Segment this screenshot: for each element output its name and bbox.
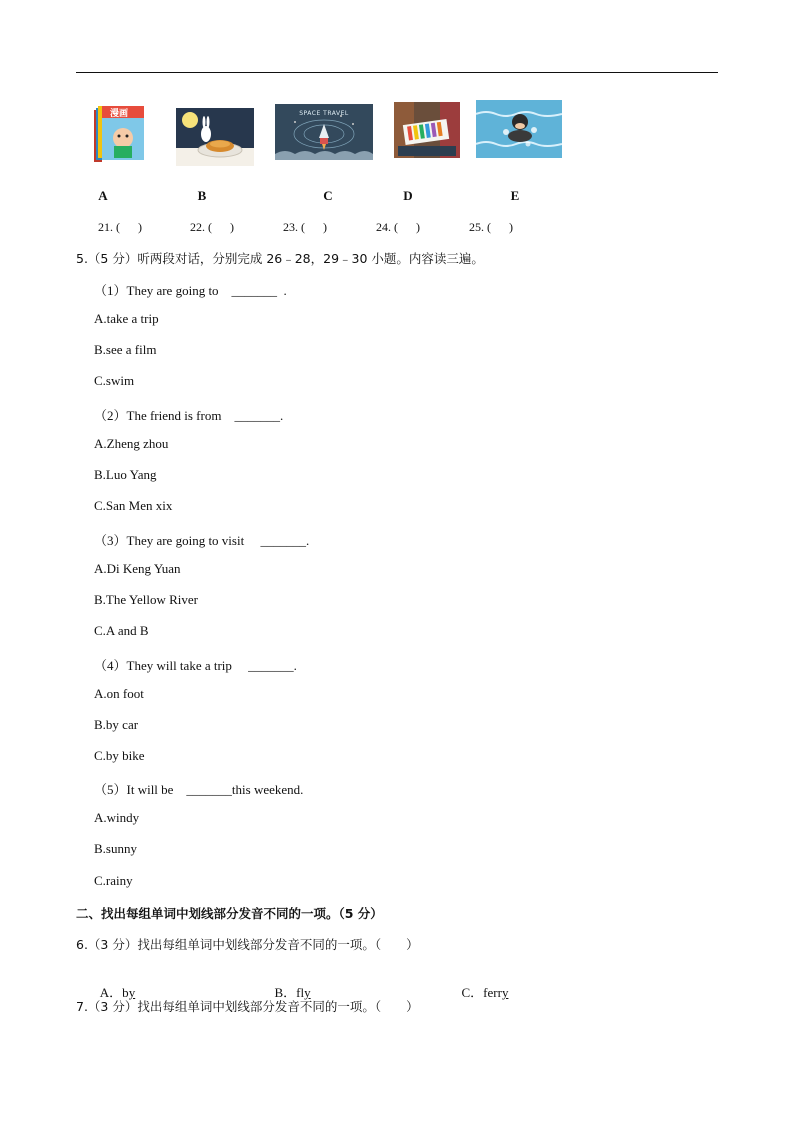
q5-item-4-stem: （4）They will take a trip _______. xyxy=(94,658,297,673)
q6-option-a-prefix: A．b xyxy=(99,985,129,1000)
q5-item-2-option-b: B.Luo Yang xyxy=(94,467,157,482)
question-5-title: 5.（5 分）听两段对话，分别完成 26﹣28，29﹣30 小题。内容读三遍。 xyxy=(76,251,484,266)
answer-blank-25: 25. ( ) xyxy=(469,220,513,234)
q5-item-2-stem: （2）The friend is from _______. xyxy=(94,408,284,423)
answer-blank-24: 24. ( ) xyxy=(376,220,420,234)
q5-item-3-option-b: B.The Yellow River xyxy=(94,592,198,607)
answer-blank-21: 21. ( ) xyxy=(98,220,142,234)
q5-item-4-option-b: B.by car xyxy=(94,717,139,732)
q6-option-a-underlined: y xyxy=(128,985,136,1000)
q6-option-b-prefix: B．fl xyxy=(274,985,305,1000)
q6-option-c-underlined: y xyxy=(501,985,509,1000)
q5-item-4-option-c: C.by bike xyxy=(94,748,145,763)
q5-item-1-option-c: C.swim xyxy=(94,373,135,388)
picture-label-d: D xyxy=(403,188,413,203)
question-6-title: 6.（3 分）找出每组单词中划线部分发音不同的一项。（ ） xyxy=(76,937,419,952)
picture-label-a: A xyxy=(98,188,108,203)
q5-item-1-option-b: B.see a film xyxy=(94,342,157,357)
q6-option-c xyxy=(455,966,508,1001)
picture-label-c: C xyxy=(323,188,333,203)
q6-option-b xyxy=(268,966,311,1001)
picture-c-space-travel xyxy=(275,104,373,160)
q6-option-a xyxy=(94,966,135,1001)
q5-item-3-option-c: C.A and B xyxy=(94,623,149,638)
book-title-text: 漫画 xyxy=(110,109,129,119)
question-7-title: 7.（3 分）找出每组单词中划线部分发音不同的一项。（ ） xyxy=(76,999,419,1014)
answer-blank-23: 23. ( ) xyxy=(283,220,327,234)
q6-option-c-prefix: C．ferr xyxy=(461,985,502,1000)
q6-option-b-underlined: y xyxy=(304,985,311,1000)
q5-item-3-option-a: A.Di Keng Yuan xyxy=(94,561,181,576)
header-rule xyxy=(76,72,718,73)
answer-blank-22: 22. ( ) xyxy=(190,220,234,234)
picture-a-books xyxy=(92,104,146,164)
section-2-title: 二、找出每组单词中划线部分发音不同的一项。（5 分） xyxy=(76,906,383,921)
q5-item-4-option-a: A.on foot xyxy=(94,686,144,701)
q5-item-2-option-a: A.Zheng zhou xyxy=(94,436,169,451)
q5-item-5-option-c: C.rainy xyxy=(94,873,133,888)
picture-e-swimming xyxy=(476,100,562,158)
picture-label-b: B xyxy=(197,188,207,203)
picture-d-art-supplies xyxy=(394,102,460,158)
picture-b-mooncake xyxy=(176,108,254,166)
q5-item-3-stem: （3）They are going to visit _______. xyxy=(94,533,310,548)
q5-item-1-option-a: A.take a trip xyxy=(94,311,159,326)
space-travel-title: SPACE TRAVEL xyxy=(299,110,349,117)
q5-item-1-stem: （1）They are going to _______ . xyxy=(94,283,287,298)
q5-item-5-option-a: A.windy xyxy=(94,810,140,825)
q5-item-5-option-b: B.sunny xyxy=(94,841,137,856)
q5-item-2-option-c: C.San Men xix xyxy=(94,498,173,513)
q5-item-5-stem: （5）It will be _______this weekend. xyxy=(94,782,304,797)
picture-label-e: E xyxy=(510,188,520,203)
